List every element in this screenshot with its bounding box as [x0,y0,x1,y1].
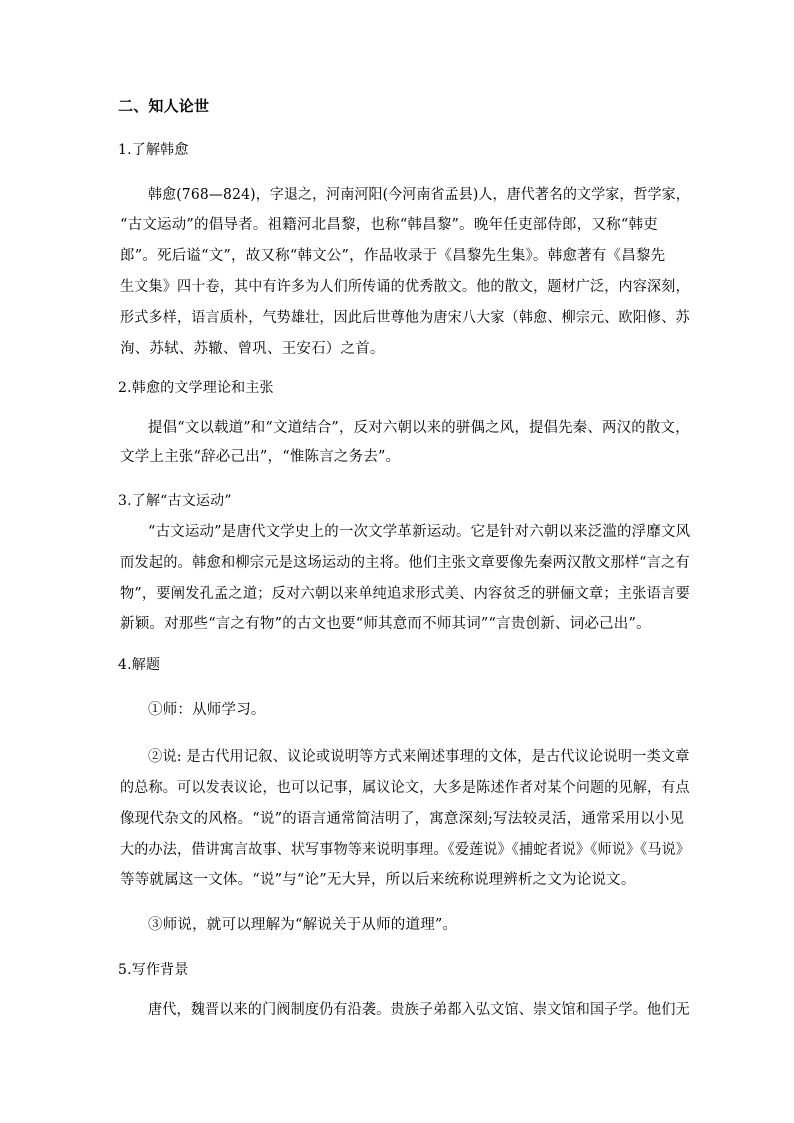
s1-line-5: 形式多样，语言质朴，气势雄壮，因此后世尊他为唐宋八大家（韩愈、柳宗元、欧阳修、苏 [120,310,690,326]
s1-line-1: 韩愈(768—824)，字退之，河南河阳(今河南省孟县)人，唐代著名的文学家，哲学家， [148,187,690,203]
s1-line-2: “古文运动”的倡导者。祖籍河北昌黎，也称“韩昌黎”。晚年任吏部侍郎，又称“韩吏 [120,217,658,233]
s1-line-6: 洵、苏轼、苏辙、曾巩、王安石）之首。 [120,341,385,357]
s1-line-4: 生文集》四十卷，其中有许多为人们所传诵的优秀散文。他的散文，题材广泛，内容深刻， [120,279,690,295]
s2-line-2: 文学上主张“辞必己出”，“惟陈言之务去”。 [120,449,401,465]
heading-5: 5.写作背景 [118,962,189,978]
s5-line-1: 唐代，魏晋以来的门阀制度仍有沿袭。贵族子弟都入弘文馆、崇文馆和国子学。他们无 [148,1002,690,1018]
s2-line-1: 提倡“文以载道”和“文道结合”，反对六朝以来的骈偶之风，提倡先秦、两汉的散文， [148,420,690,436]
s4-item-2-line-3: 像现代杂文的风格。“说”的语言通常简洁明了，寓意深刻;写法较灵活，通常采用以小见 [120,811,685,827]
heading-4: 4.解题 [118,657,161,673]
s3-line-4: 新颖。对那些“言之有物”的古文也要“师其意而不师其词”“言贵创新、词必己出”。 [120,616,651,632]
s4-item-1: ①师：从师学习。 [148,702,266,718]
section-title: 二、知人论世 [118,97,210,115]
s4-item-2-line-5: 等等就属这一文体。“说”与“论”无大异，所以后来统称说理辨析之文为论说文。 [120,872,636,888]
s4-item-2-line-4: 大的办法，借讲寓言故事、状写事物等来说明事理。《爱莲说》《捕蛇者说》《师说》《马说》 [120,842,691,858]
heading-3: 3.了解“古文运动” [118,493,232,509]
s1-line-3: 郎”。死后谥“文”，故又称“韩文公”，作品收录于《昌黎先生集》。韩愈著有《昌黎先 [120,248,666,264]
s3-line-2: 而发起的。韩愈和柳宗元是这场运动的主将。他们主张文章要像先秦两汉散文那样“言之有 [120,555,690,571]
s3-line-1: “古文运动”是唐代文学史上的一次文学革新运动。它是针对六朝以来泛滥的浮靡文风 [148,524,691,540]
heading-1: 1.了解韩愈 [118,142,189,158]
s4-item-2-line-2: 的总称。可以发表议论，也可以记事，属议论文，大多是陈述作者对某个问题的见解，有点 [120,780,690,796]
heading-2: 2.韩愈的文学理论和主张 [118,380,274,396]
s3-line-3: 物”，要阐发孔孟之道；反对六朝以来单纯追求形式美、内容贫乏的骈俪文章；主张语言要 [120,586,690,602]
s4-item-2-line-1: ②说: 是古代用记叙、议论或说明等方式来阐述事理的文体，是古代议论说明一类文章 [148,749,690,765]
s4-item-3: ③师说，就可以理解为“解说关于从师的道理”。 [148,917,458,933]
